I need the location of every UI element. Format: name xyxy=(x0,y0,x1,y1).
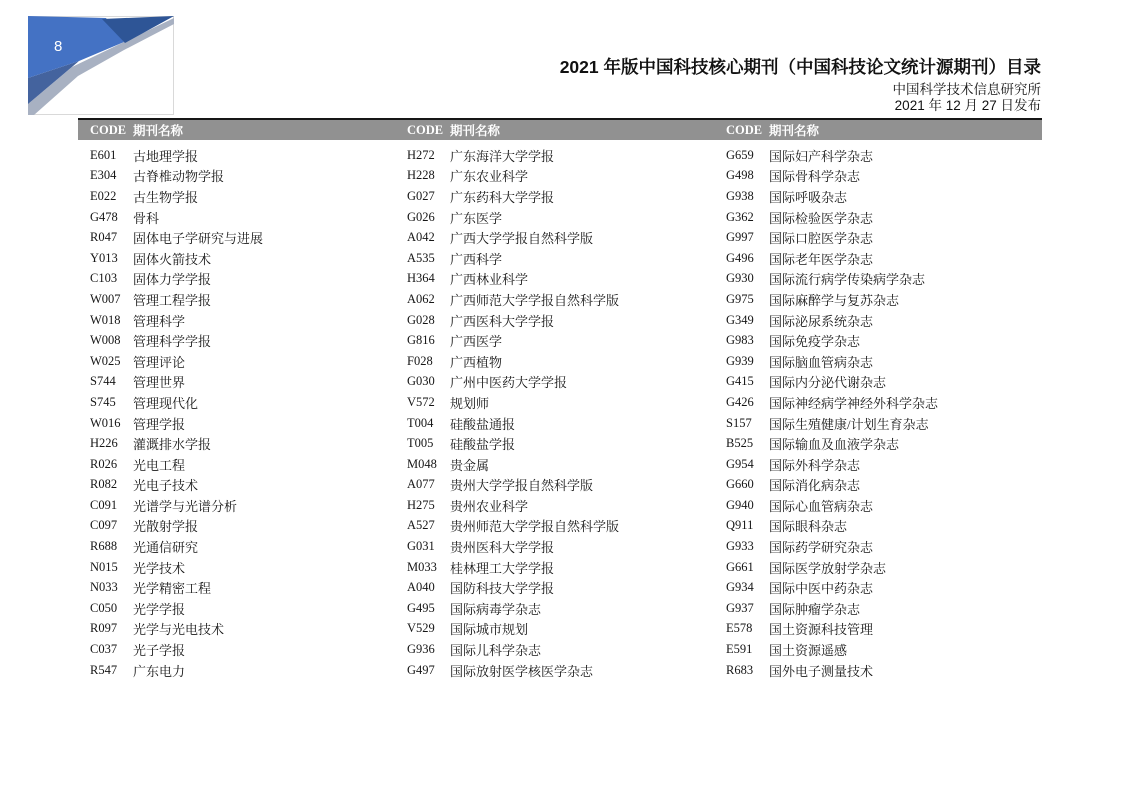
journal-code: G026 xyxy=(407,209,435,224)
journal-name: 灌溉排水学报 xyxy=(133,437,212,453)
column-header xyxy=(714,120,819,140)
journal-code: R547 xyxy=(90,662,118,677)
journal-name: 贵州师范大学学报自然科学版 xyxy=(450,519,620,535)
journal-name: 光通信研究 xyxy=(133,540,199,556)
table-row xyxy=(78,372,386,393)
table-row xyxy=(78,598,386,619)
table-row xyxy=(714,186,1022,207)
journal-name: 国际医学放射学杂志 xyxy=(769,560,887,576)
page-number: 8 xyxy=(54,38,63,55)
journal-name: 光学精密工程 xyxy=(133,581,212,597)
journal-name: 国际免疫学杂志 xyxy=(769,334,861,350)
name-header-label: 期刊名称 xyxy=(133,124,184,138)
journal-code: G659 xyxy=(726,147,754,162)
table-row xyxy=(78,454,386,475)
journal-code: G031 xyxy=(407,539,435,554)
journal-code: E578 xyxy=(726,621,753,636)
table-row xyxy=(395,351,703,372)
column-header xyxy=(395,120,500,140)
table-row xyxy=(78,475,386,496)
journal-name: 国际心血管病杂志 xyxy=(769,498,874,514)
table-row xyxy=(714,495,1022,516)
table-row xyxy=(395,413,703,434)
journal-name: 硅酸盐通报 xyxy=(450,416,516,432)
table-row xyxy=(714,269,1022,290)
table-row xyxy=(78,166,386,187)
journal-code: A042 xyxy=(407,230,435,245)
journal-code: H228 xyxy=(407,168,435,183)
table-row xyxy=(395,186,703,207)
table-row xyxy=(78,207,386,228)
journal-code: A040 xyxy=(407,580,435,595)
table-row xyxy=(78,577,386,598)
journal-name: 国际麻醉学与复苏杂志 xyxy=(769,292,900,308)
table-row xyxy=(714,619,1022,640)
table-row xyxy=(78,330,386,351)
table-row xyxy=(714,475,1022,496)
table-row xyxy=(395,639,703,660)
journal-name: 国际儿科学杂志 xyxy=(450,643,542,659)
journal-code: E022 xyxy=(90,188,117,203)
table-row xyxy=(395,372,703,393)
table-row xyxy=(714,557,1022,578)
table-row xyxy=(714,577,1022,598)
journal-name: 管理评论 xyxy=(133,354,186,370)
column-header xyxy=(78,120,183,140)
journal-name: 光谱学与光谱分析 xyxy=(133,498,238,514)
journal-code: R082 xyxy=(90,477,118,492)
journal-name: 管理科学学报 xyxy=(133,334,212,350)
table-row xyxy=(78,536,386,557)
journal-name: 国际眼科杂志 xyxy=(769,519,848,535)
journal-name: 硅酸盐学报 xyxy=(450,437,516,453)
journal-code: G497 xyxy=(407,662,435,677)
table-row xyxy=(395,557,703,578)
journal-code: G934 xyxy=(726,580,754,595)
journal-code: W007 xyxy=(90,291,121,306)
journal-code: C091 xyxy=(90,497,118,512)
journal-name: 广西大学学报自然科学版 xyxy=(450,231,594,247)
table-row xyxy=(714,536,1022,557)
journal-name: 固体火箭技术 xyxy=(133,251,212,267)
table-row xyxy=(395,166,703,187)
table-row xyxy=(714,392,1022,413)
table-row xyxy=(395,289,703,310)
journal-code: B525 xyxy=(726,436,754,451)
journal-code: A527 xyxy=(407,518,435,533)
journal-name: 国际放射医学核医学杂志 xyxy=(450,663,594,679)
table-row xyxy=(395,248,703,269)
journal-code: G936 xyxy=(407,642,435,657)
journal-code: G933 xyxy=(726,539,754,554)
journal-name: 国际流行病学传染病学杂志 xyxy=(769,272,926,288)
journal-name: 国际消化病杂志 xyxy=(769,478,861,494)
table-row xyxy=(395,516,703,537)
journal-name: 国际外科学杂志 xyxy=(769,457,861,473)
journal-name: 国土资源科技管理 xyxy=(769,622,874,638)
journal-code: G983 xyxy=(726,333,754,348)
table-row xyxy=(714,166,1022,187)
journal-name: 管理学报 xyxy=(133,416,186,432)
journal-code: E304 xyxy=(90,168,117,183)
journal-code: G426 xyxy=(726,394,754,409)
journal-name: 规划师 xyxy=(450,395,490,411)
table-row xyxy=(714,433,1022,454)
logo-graphic xyxy=(28,16,174,115)
table-row xyxy=(714,227,1022,248)
journal-code: V572 xyxy=(407,394,435,409)
document-header xyxy=(560,56,1041,114)
journal-code: V529 xyxy=(407,621,435,636)
journal-code: R688 xyxy=(90,539,118,554)
table-row xyxy=(395,536,703,557)
journal-name: 国际老年医学杂志 xyxy=(769,251,874,267)
journal-name: 光学技术 xyxy=(133,560,186,576)
code-header-label: CODE xyxy=(407,122,444,137)
journal-column xyxy=(714,140,1022,680)
table-row xyxy=(395,660,703,681)
journal-code: C050 xyxy=(90,600,118,615)
journal-name: 广东电力 xyxy=(133,663,186,679)
journal-code: G495 xyxy=(407,600,435,615)
journal-name: 国际生殖健康/计划生育杂志 xyxy=(769,416,929,432)
journal-code: G030 xyxy=(407,374,435,389)
journal-code: H275 xyxy=(407,497,435,512)
journal-code: M033 xyxy=(407,559,437,574)
journal-code: W016 xyxy=(90,415,121,430)
journal-name: 光子学报 xyxy=(133,643,186,659)
journal-code: E601 xyxy=(90,147,117,162)
journal-code: H272 xyxy=(407,147,435,162)
journal-code: G661 xyxy=(726,559,754,574)
journal-name: 国际呼吸杂志 xyxy=(769,189,848,205)
table-row xyxy=(78,557,386,578)
journal-name: 固体力学学报 xyxy=(133,272,212,288)
journal-name: 管理工程学报 xyxy=(133,292,212,308)
journal-name: 广东药科大学学报 xyxy=(450,189,555,205)
journal-name: 古生物学报 xyxy=(133,189,199,205)
journal-column xyxy=(395,140,703,680)
journal-name: 国际城市规划 xyxy=(450,622,529,638)
table-row xyxy=(395,475,703,496)
journal-code: R047 xyxy=(90,230,118,245)
journal-name: 广西医科大学学报 xyxy=(450,313,555,329)
table-row xyxy=(78,433,386,454)
journal-name: 贵金属 xyxy=(450,457,490,473)
journal-name: 古脊椎动物学报 xyxy=(133,169,225,185)
table-row xyxy=(395,577,703,598)
table-row xyxy=(714,310,1022,331)
journal-code: T004 xyxy=(407,415,434,430)
table-row xyxy=(78,145,386,166)
journal-code: S745 xyxy=(90,394,116,409)
table-row xyxy=(395,454,703,475)
journal-name: 光学与光电技术 xyxy=(133,622,225,638)
journal-name: 光电子技术 xyxy=(133,478,199,494)
journal-code: C103 xyxy=(90,271,118,286)
journal-code: T005 xyxy=(407,436,434,451)
journal-name: 广西医学 xyxy=(450,334,503,350)
table-row xyxy=(395,330,703,351)
journal-name: 国外电子测量技术 xyxy=(769,663,874,679)
journal-name: 国际检验医学杂志 xyxy=(769,210,874,226)
journal-code: G349 xyxy=(726,312,754,327)
journal-code: W025 xyxy=(90,353,121,368)
journal-code: E591 xyxy=(726,642,753,657)
journal-name: 国际内分泌代谢杂志 xyxy=(769,375,887,391)
journal-name: 广西师范大学学报自然科学版 xyxy=(450,292,620,308)
name-header-label: 期刊名称 xyxy=(769,124,820,138)
journal-name: 国防科技大学学报 xyxy=(450,581,555,597)
journal-code: C097 xyxy=(90,518,118,533)
table-row xyxy=(714,145,1022,166)
table-row xyxy=(395,392,703,413)
table-header-bar xyxy=(78,118,1042,140)
journal-code: Y013 xyxy=(90,250,118,265)
journal-name: 国际输血及血液学杂志 xyxy=(769,437,900,453)
journal-code: G997 xyxy=(726,230,754,245)
journal-column xyxy=(78,140,386,680)
table-row xyxy=(714,372,1022,393)
table-row xyxy=(78,186,386,207)
journal-code: S157 xyxy=(726,415,752,430)
journal-name: 骨科 xyxy=(133,210,160,226)
table-row xyxy=(395,227,703,248)
table-row xyxy=(78,516,386,537)
journal-name: 国土资源遥感 xyxy=(769,643,848,659)
table-row xyxy=(78,248,386,269)
table-row xyxy=(78,495,386,516)
journal-name: 管理世界 xyxy=(133,375,186,391)
journal-name: 国际病毒学杂志 xyxy=(450,601,542,617)
journal-name: 固体电子学研究与进展 xyxy=(133,231,264,247)
journal-code: G660 xyxy=(726,477,754,492)
table-row xyxy=(78,660,386,681)
table-row xyxy=(78,351,386,372)
table-row xyxy=(78,289,386,310)
table-row xyxy=(714,248,1022,269)
table-row xyxy=(78,269,386,290)
table-row xyxy=(395,433,703,454)
journal-code: A062 xyxy=(407,291,435,306)
journal-name: 国际肿瘤学杂志 xyxy=(769,601,861,617)
journal-name: 桂林理工大学学报 xyxy=(450,560,555,576)
journal-name: 贵州大学学报自然科学版 xyxy=(450,478,594,494)
table-row xyxy=(78,413,386,434)
journal-code: M048 xyxy=(407,456,437,471)
journal-name: 光电工程 xyxy=(133,457,186,473)
journal-name: 广西植物 xyxy=(450,354,503,370)
journal-code: G028 xyxy=(407,312,435,327)
journal-code: R097 xyxy=(90,621,118,636)
table-row xyxy=(714,289,1022,310)
journal-name: 广西林业科学 xyxy=(450,272,529,288)
table-row xyxy=(714,351,1022,372)
journal-code: G937 xyxy=(726,600,754,615)
table-row xyxy=(714,454,1022,475)
journal-code: R683 xyxy=(726,662,754,677)
journal-name: 贵州医科大学学报 xyxy=(450,540,555,556)
journal-name: 广东医学 xyxy=(450,210,503,226)
table-row xyxy=(714,413,1022,434)
journal-name: 国际药学研究杂志 xyxy=(769,540,874,556)
journal-name: 广东农业科学 xyxy=(450,169,529,185)
journal-name: 广西科学 xyxy=(450,251,503,267)
journal-name: 国际脑血管病杂志 xyxy=(769,354,874,370)
journal-code: Q911 xyxy=(726,518,754,533)
table-row xyxy=(78,392,386,413)
table-row xyxy=(714,516,1022,537)
journal-code: A535 xyxy=(407,250,435,265)
code-header-label: CODE xyxy=(90,122,127,137)
journal-table xyxy=(78,140,1042,700)
journal-code: G940 xyxy=(726,497,754,512)
table-row xyxy=(78,639,386,660)
table-row xyxy=(395,310,703,331)
publish-date: 2021 年 12 月 27 日发布 xyxy=(894,98,1041,113)
table-row xyxy=(714,598,1022,619)
journal-name: 广州中医药大学学报 xyxy=(450,375,568,391)
journal-code: G496 xyxy=(726,250,754,265)
journal-name: 管理现代化 xyxy=(133,395,199,411)
code-header-label: CODE xyxy=(726,122,763,137)
journal-code: G498 xyxy=(726,168,754,183)
journal-code: G415 xyxy=(726,374,754,389)
journal-code: R026 xyxy=(90,456,118,471)
journal-code: G975 xyxy=(726,291,754,306)
journal-code: G027 xyxy=(407,188,435,203)
table-row xyxy=(714,660,1022,681)
journal-code: G362 xyxy=(726,209,754,224)
table-row xyxy=(395,145,703,166)
journal-code: F028 xyxy=(407,353,433,368)
table-row xyxy=(78,310,386,331)
organization-name: 中国科学技术信息研究所 xyxy=(892,82,1041,97)
journal-code: W008 xyxy=(90,333,121,348)
journal-name: 国际妇产科学杂志 xyxy=(769,148,874,164)
journal-name: 古地理学报 xyxy=(133,148,199,164)
table-row xyxy=(78,619,386,640)
journal-name: 贵州农业科学 xyxy=(450,498,529,514)
table-row xyxy=(395,495,703,516)
table-row xyxy=(395,269,703,290)
table-row xyxy=(714,207,1022,228)
table-row xyxy=(714,639,1022,660)
table-row xyxy=(714,330,1022,351)
document-title: 2021 年版中国科技核心期刊（中国科技论文统计源期刊）目录 xyxy=(559,57,1041,77)
journal-code: N033 xyxy=(90,580,118,595)
journal-name: 光散射学报 xyxy=(133,519,199,535)
journal-name: 光学学报 xyxy=(133,601,186,617)
journal-code: W018 xyxy=(90,312,121,327)
journal-code: G478 xyxy=(90,209,118,224)
table-row xyxy=(395,619,703,640)
journal-code: G938 xyxy=(726,188,754,203)
journal-code: H226 xyxy=(90,436,118,451)
journal-code: A077 xyxy=(407,477,435,492)
journal-code: C037 xyxy=(90,642,118,657)
journal-code: S744 xyxy=(90,374,116,389)
table-row xyxy=(395,598,703,619)
journal-name: 国际泌尿系统杂志 xyxy=(769,313,874,329)
page-logo xyxy=(28,16,174,115)
journal-code: G930 xyxy=(726,271,754,286)
journal-code: H364 xyxy=(407,271,435,286)
journal-name: 国际口腔医学杂志 xyxy=(769,231,874,247)
journal-name: 管理科学 xyxy=(133,313,186,329)
table-row xyxy=(395,207,703,228)
journal-name: 国际中医中药杂志 xyxy=(769,581,874,597)
journal-code: N015 xyxy=(90,559,118,574)
journal-code: G939 xyxy=(726,353,754,368)
journal-code: G816 xyxy=(407,333,435,348)
journal-name: 国际神经病学神经外科学杂志 xyxy=(769,395,939,411)
name-header-label: 期刊名称 xyxy=(450,124,501,138)
journal-code: G954 xyxy=(726,456,754,471)
journal-name: 广东海洋大学学报 xyxy=(450,148,555,164)
table-row xyxy=(78,227,386,248)
journal-name: 国际骨科学杂志 xyxy=(769,169,861,185)
